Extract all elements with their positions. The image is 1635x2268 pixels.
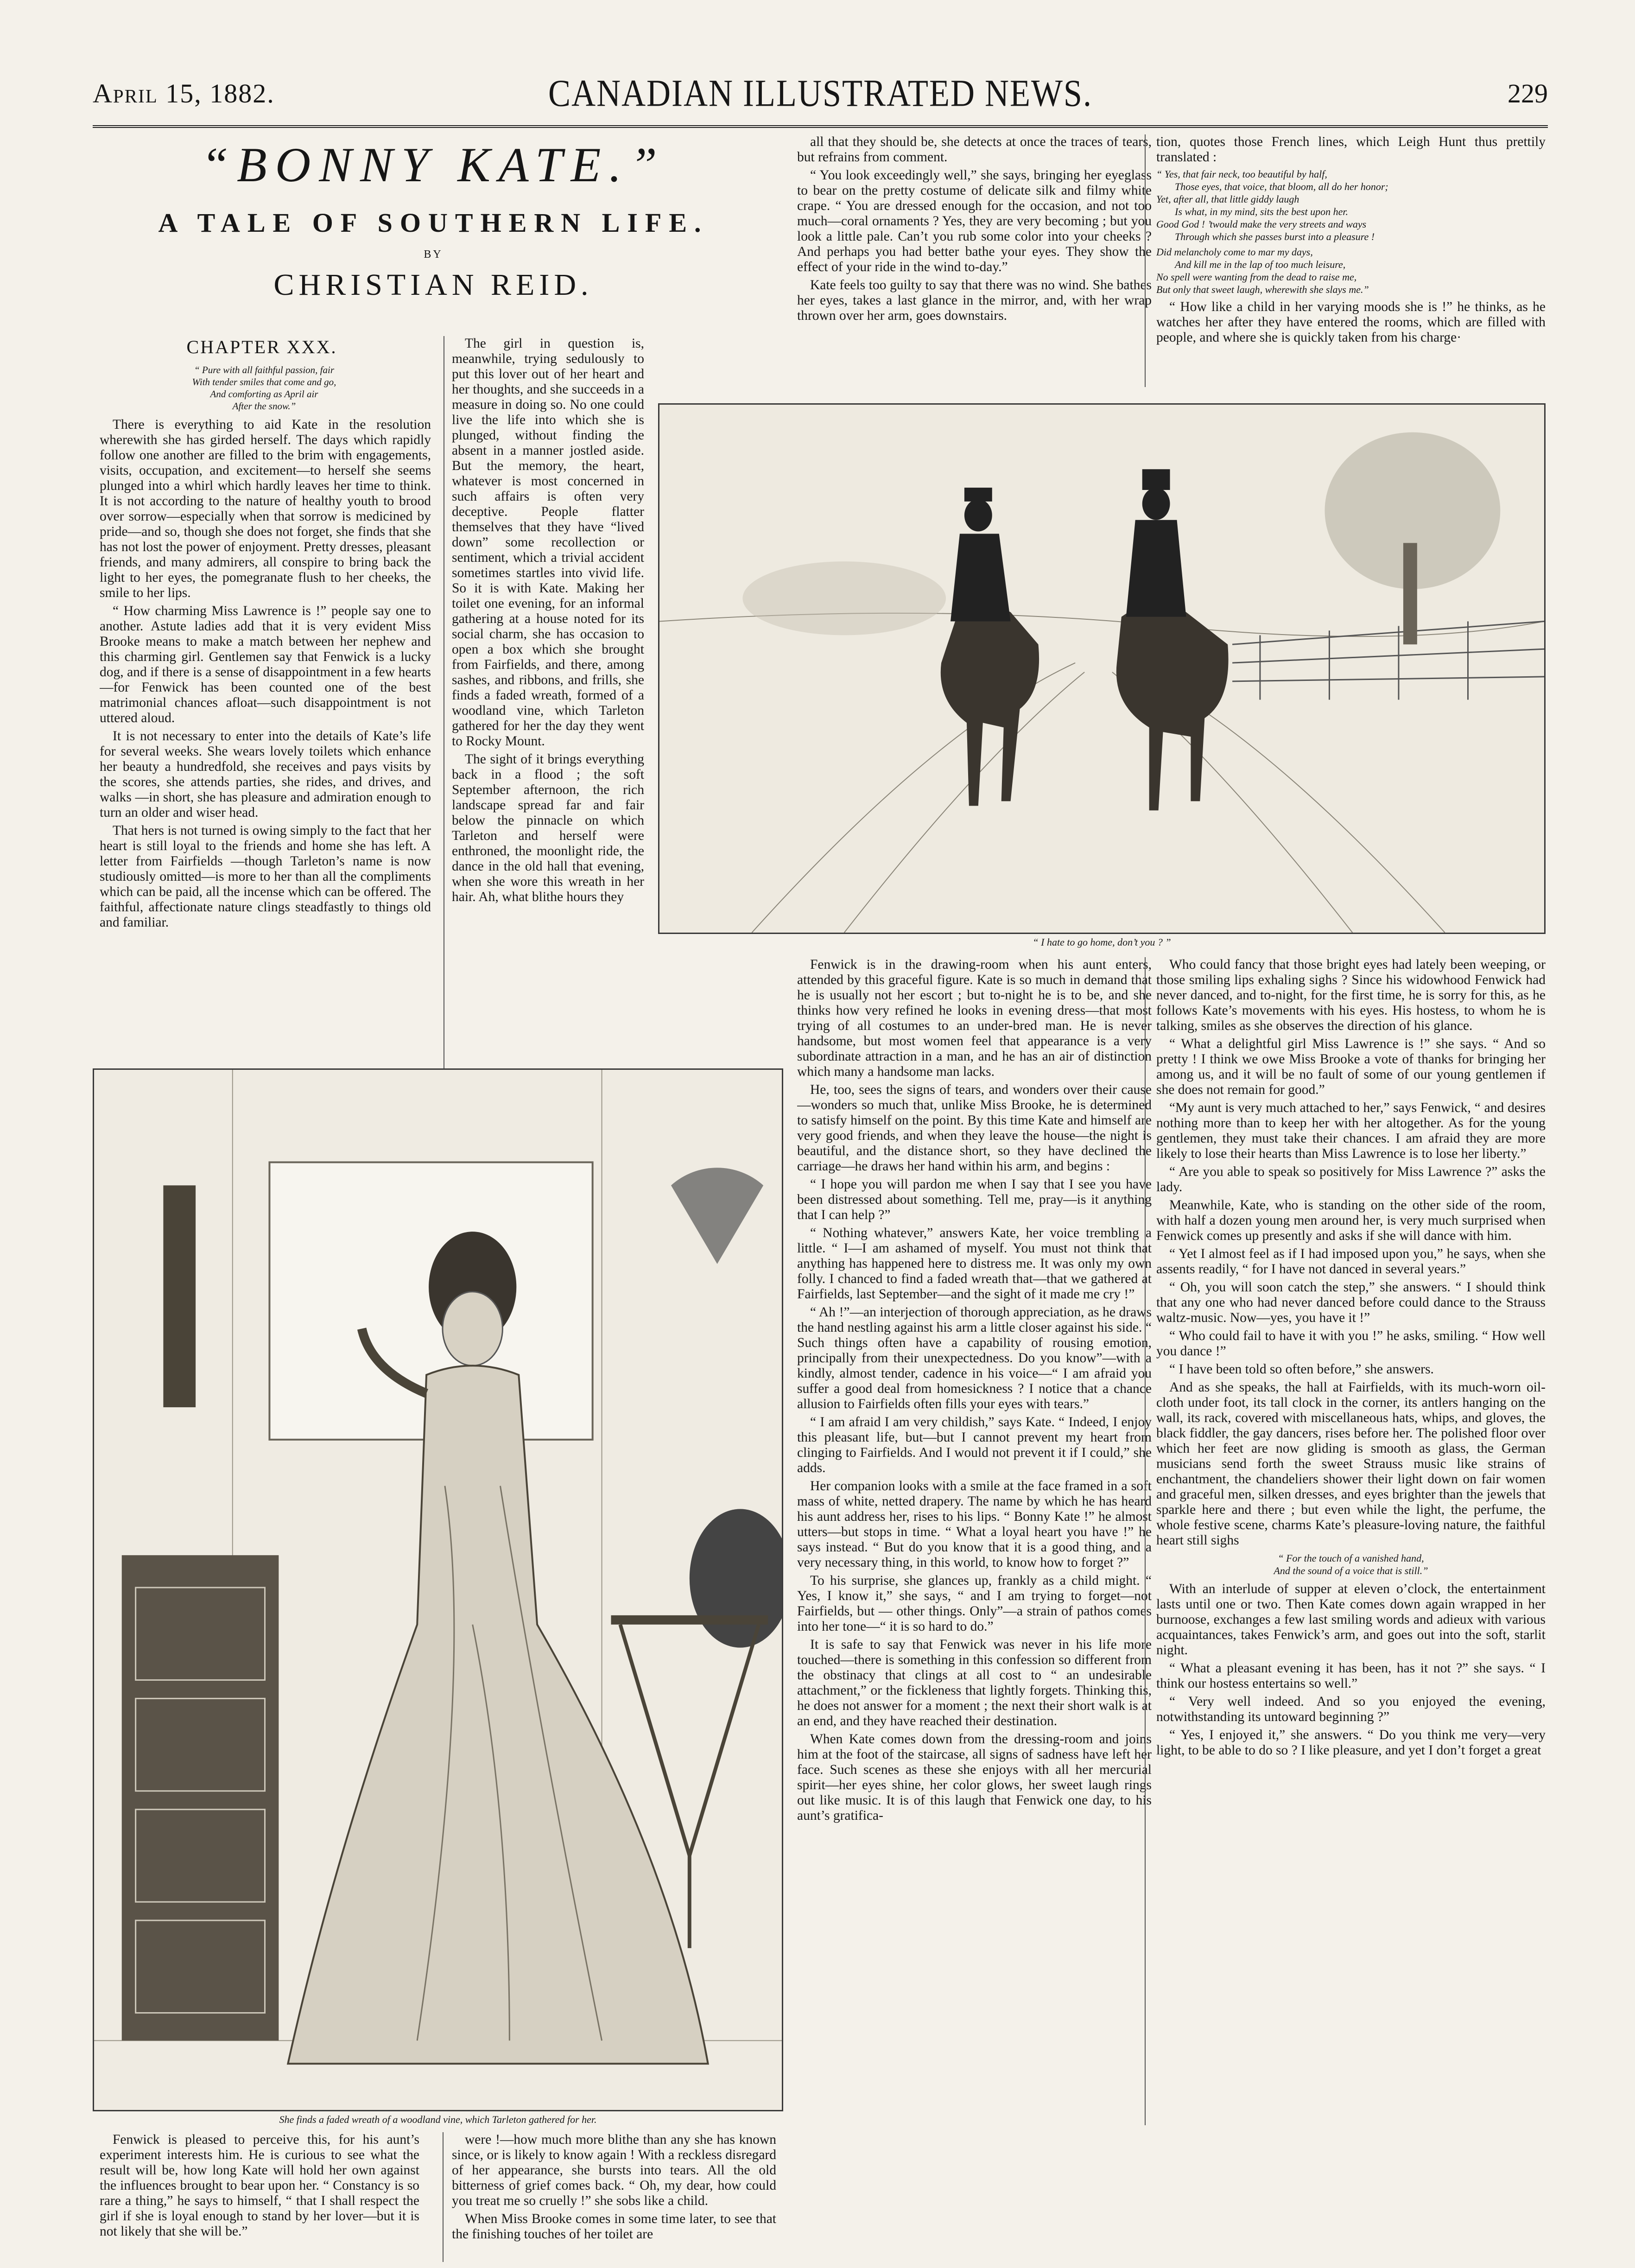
poem-line: Those eyes, that voice, that bloom, all do her honor; — [1175, 181, 1388, 192]
paragraph: It is safe to say that Fenwick was never in his life more touched—there is something in this confession so different from the obstinacy that clings at all cost to “ an undesirable attachment,” or the fickleness that lightly forgets. Thinking this, he does not answer for a moment ; the next their short walk is at an end, and they have reached their destination. — [797, 1637, 1152, 1728]
poem-line: Yet, after all, that little giddy laugh — [1156, 193, 1299, 205]
epigraph-line: With tender smiles that come and go, — [192, 376, 336, 388]
poem-line: But only that sweet laugh, wherewith she slays me.” — [1156, 284, 1369, 295]
story-subtitle: A TALE OF SOUTHERN LIFE. — [158, 208, 709, 238]
column-2 — [452, 336, 644, 1038]
paragraph: “My aunt is very much attached to her,” says Fenwick, “ and desires nothing more than to keep her with her altogether. As for the young gentlemen, they must take their chances. I am afraid they are more likely to lose their hearts than Miss Lawrence is to lose her liberty.” — [1156, 1100, 1546, 1161]
column-3-mid — [797, 957, 1152, 2125]
paragraph: all that they should be, she detects at once the traces of tears, but refrains from comment. — [797, 134, 1152, 165]
paragraph: Meanwhile, Kate, who is standing on the other side of the room, with half a dozen young men around her, is very much surprised when Fenwick comes up presently and asks if she will dance with him. — [1156, 1198, 1546, 1243]
poem-line: Is what, in my mind, sits the best upon her. — [1175, 206, 1348, 217]
paragraph: That hers is not turned is owing simply to the fact that her heart is still loyal to the friends and home she has left. A letter from Fairfields —though Tarleton’s name is now studiously omitted—is more to her than all the compliments which can be paid, all the incense which can be offered. The faithful, affectionate nature clings steadfastly to things old and familiar. — [100, 823, 431, 930]
poem-line: Good God ! ’twould make the very streets and ways — [1156, 218, 1367, 230]
poem-line: And kill me in the lap of too much leisure, — [1175, 259, 1346, 270]
paragraph: “ Nothing whatever,” answers Kate, her voice trembling a little. “ I—I am ashamed of myself. You must not think that anything has happened here to distress me. It was only my own folly. I chanced to find a faded wreath that—that we gathered at Fairfields, last September—and the sight of it made me cry !” — [797, 1226, 1152, 1302]
paragraph: “ How like a child in her varying moods she is !” he thinks, as he watches her after they have entered the rooms, which are filled with people, and where she is quickly taken from his charge· — [1156, 299, 1546, 345]
paragraph: “ What a pleasant evening it has been, has it not ?” she says. “ I think our hostess entertains so well.” — [1156, 1661, 1546, 1691]
chapter-heading: CHAPTER XXX. — [186, 337, 337, 357]
paragraph: Fenwick is in the drawing-room when his aunt enters, attended by this graceful figure. Kate is so much in demand that he is usually not her escort ; but to-night he is to be, and she thinks how very refined he looks in evening dress—that most trying of all costumes to an under-bred man. He is never handsome, but most women feel that appearance is a very subordinate attraction in a man, and he has an air of distinction which many a handsome man lacks. — [797, 957, 1152, 1079]
column-1 — [100, 417, 431, 1071]
paragraph: “ Ah !”—an interjection of thorough appreciation, as he draws the hand nestling against his arm a little closer against his side. “ Such things often have a capability of rousing emotion, principally from their unexpectedness. Do you know”—with a kindly, almost tender, cadence in his voice—“ I am afraid you suffer a good deal from homesickness ? I notice that a chance allusion to Fairfields often fills your eyes with tears.” — [797, 1305, 1152, 1411]
paragraph: And as she speaks, the hall at Fairfields, with its much-worn oil-cloth under foot, its tall clock in the corner, its antlers hanging on the wall, its rack, covered with miscellaneous hats, whips, and gloves, the black fiddler, the gay dancers, rises before her. The polished floor over which her feet are now gliding is smooth as glass, the German musicians send forth the sweet Strauss music like strains of enchantment, the chandeliers shower their light down on fair women and graceful men, silken dresses, and eyes brighter than the jewels that sparkle here and there ; but even while the light, the perfume, the whole festive scene, charms Kate’s pleasure-loving nature, the faithful heart still sighs — [1156, 1380, 1546, 1548]
paragraph: With an interlude of supper at eleven o’clock, the entertainment lasts until one or two. Then Kate comes down again wrapped in her burnoose, exchanges a few last smiling words and adieux with various acquaintances, takes Fenwick’s arm, and goes out into the soft, starlit night. — [1156, 1582, 1546, 1658]
paragraph: “ I hope you will pardon me when I say that I see you have been distressed about something. Tell me, pray—is it anything that I can help ?” — [797, 1177, 1152, 1222]
poem-line: And the sound of a voice that is still.” — [1274, 1565, 1428, 1576]
column-rule — [443, 2132, 444, 2262]
paragraph: He, too, sees the signs of tears, and wonders over their cause—wonders so much that, unlike Miss Brooke, he is determined to satisfy himself on the point. By this time Kate and himself are very good friends, and when they leave the house—the night is beautiful, and the distance short, so they have declined the carriage—he draws her hand within his arm, and begins : — [797, 1082, 1152, 1174]
paragraph: It is not necessary to enter into the details of Kate’s life for several weeks. She wears lovely toilets which enhance her beauty a hundredfold, she receives and pays visits by the scores, she attends parties, she rides, and drives, and walks —in short, she has pleasure and admiration enough to turn an older and wiser head. — [100, 729, 431, 820]
paragraph: “ I am afraid I am very childish,” says Kate. “ Indeed, I enjoy this pleasant life, but—but I cannot prevent my heart from clinging to Fairfields. And I would not prevent it if I could,” she adds. — [797, 1415, 1152, 1475]
column-3-top — [797, 134, 1152, 394]
issue-date: April 15, 1882. — [93, 78, 275, 108]
epigraph-line: “ Pure with all faithful passion, fair — [194, 364, 334, 375]
paragraph: When Kate comes down from the dressing-room and joins him at the foot of the staircase, all signs of sadness have left her face. Such scenes as these she enjoys with all her mercurial spirit—her eyes shine, her color glows, her sweet laugh rings out like music. It is of this laugh that Fenwick one day, to his aunt’s gratifica- — [797, 1732, 1152, 1823]
paragraph: When Miss Brooke comes in some time later, to see that the finishing touches of her toilet are — [452, 2211, 776, 2242]
poem-line: No spell were wanting from the dead to raise me, — [1156, 271, 1357, 283]
poem — [1156, 168, 1546, 296]
paragraph: There is everything to aid Kate in the resolution wherewith she has girded herself. The days which rapidly follow one another are filled to the brim with engagements, visits, occupation, and excitement—to herself she seems plunged into a whirl which hardly leaves her time to think. It is not according to the nature of healthy youth to brood over sorrow—especially when that sorrow is medicined by pride—and so, though she does not forget, she finds that she has not lost the power of enjoyment. Pretty dresses, pleasant friends, and many admirers, all conspire to bring back the light to her eyes, the pomegranate flush to her cheeks, the smile to her lips. — [100, 417, 431, 600]
paragraph: “ Are you able to speak so positively for Miss Lawrence ?” asks the lady. — [1156, 1164, 1546, 1194]
epigraph-line: After the snow.” — [232, 400, 296, 412]
paragraph: “ Yet I almost feel as if I had imposed upon you,” he says, when she assents readily, “ for I have not danced in several years.” — [1156, 1246, 1546, 1277]
paragraph: “ Who could fail to have it with you !” he asks, smiling. “ How well you dance !” — [1156, 1328, 1546, 1359]
newspaper-title: CANADIAN ILLUSTRATED NEWS. — [548, 71, 1092, 114]
story-title-block — [93, 132, 774, 303]
masthead — [93, 70, 1548, 121]
epigraph — [104, 364, 424, 412]
paragraph: To his surprise, she glances up, frankly as a child might. “ Yes, I know it,” she says, “ and I am trying to forget—not Fairfields, but — other things. Only”—a strain of pathos comes into her tone—“ it is so hard to do.” — [797, 1573, 1152, 1634]
byline-label: BY — [424, 248, 443, 260]
masthead-rule — [93, 125, 1548, 128]
riders-illustration — [658, 403, 1546, 934]
story-title: “BONNY KATE.” — [201, 138, 665, 192]
riders-caption: “ I hate to go home, don’t you ? ” — [1033, 936, 1171, 948]
poem-line: Did melancholy come to mar my days, — [1156, 246, 1313, 258]
paragraph: Fenwick is pleased to perceive this, for his aunt’s experiment interests him. He is curious to see what the result will be, how long Kate will hold her own against the influences brought to bear upon her. “ Constancy is so rare a thing,” he says to himself, “ that I shall respect the girl if she is loyal enough to stand by her lover—but it is not likely that she will be.” — [100, 2132, 419, 2239]
column-rule — [1145, 957, 1146, 2125]
epigraph-line: And comforting as April air — [210, 388, 318, 400]
paragraph: The girl in question is, meanwhile, trying sedulously to put this lover out of her heart and her thoughts, and she succeeds in a measure in doing so. No one could live the life into which she is plunged, without finding the absent in a manner jostled aside. But the memory, the heart, whatever is most concerned in such affairs is often very deceptive. People flatter themselves that they have “lived down” some recollection or sentiment, which a trivial accident sometimes startles into vivid life. So it is with Kate. Making her toilet one evening, for an informal gathering at a house noted for its social charm, she has occasion to open a box which she brought from Fairfields, and there, among sashes, and ribbons, and frills, she finds a faded wreath, formed of a woodland vine, which Tarleton gathered for her the day they went to Rocky Mount. — [452, 336, 644, 749]
paragraph: tion, quotes those French lines, which Leigh Hunt thus prettily translated : — [1156, 134, 1546, 165]
paragraph: “ You look exceedingly well,” she says, bringing her eyeglass to bear on the pretty costume of delicate silk and filmy white crape. “ You are dressed enough for the occasion, and not too much—coral ornaments ? Yes, they are very becoming ; but you look a little pale. Can’t you rub some color into your cheeks ? And perhaps you had better bathe your eyes. They show the effect of your ride in the wind to-day.” — [797, 168, 1152, 274]
lady-caption: She finds a faded wreath of a woodland vine, which Tarleton gathered for her. — [279, 2114, 597, 2125]
poem — [1156, 1552, 1546, 1577]
paragraph: “ Very well indeed. And so you enjoyed the evening, notwithstanding its untoward beginning ?” — [1156, 1694, 1546, 1724]
poem-line: “ Yes, that fair neck, too beautiful by half, — [1156, 168, 1327, 180]
page-number: 229 — [1508, 78, 1548, 108]
poem-line: Through which she passes burst into a pleasure ! — [1175, 231, 1375, 242]
column-4-top — [1156, 134, 1546, 394]
paragraph: Her companion looks with a smile at the face framed in a soft mass of white, netted drapery. The name by which he has heard his aunt address her, rises to his lips. “ Bonny Kate !” he almost utters—but stops in time. “ What a loyal heart you have !” he says instead. “ But do you know that it is a good thing, and a very necessary thing, in this world, to know how to forget ?” — [797, 1479, 1152, 1570]
paragraph: “ I have been told so often before,” she answers. — [1169, 1362, 1434, 1377]
paragraph: “ How charming Miss Lawrence is !” people say one to another. Astute ladies add that it is very evident Miss Brooke means to make a match between her nephew and this charming girl. Gentlemen say that Fenwick is a lucky dog, and if there is a sense of disappointment in a few hearts—for Fenwick has been counted one of the best matrimonial chances afloat—such disappointment is not uttered aloud. — [100, 604, 431, 725]
paragraph: “ What a delightful girl Miss Lawrence is !” she says. “ And so pretty ! I think we owe Miss Brooke a vote of thanks for bringing her among us, and it will be no fault of some of our young gentlemen if she does not remain for good.” — [1156, 1036, 1546, 1097]
paragraph: Kate feels too guilty to say that there was no wind. She bathes her eyes, takes a last glance in the mirror, and, with her wrap thrown over her arm, goes downstairs. — [797, 278, 1152, 323]
column-rule — [1145, 134, 1146, 387]
author-name: CHRISTIAN REID. — [273, 268, 593, 302]
column-1-bottom — [100, 2132, 419, 2267]
lady-engraving — [94, 1070, 782, 2110]
riders-engraving — [659, 405, 1544, 933]
paragraph: Who could fancy that those bright eyes had lately been weeping, or those smiling lips exhaling sighs ? Since his widowhood Fenwick had never danced, and to-night, for the first time, he is sorry for this, as he follows Kate’s movements with his eyes. His hostess, to whom he is talking, smiles as she observes the direction of his glance. — [1156, 957, 1546, 1033]
column-4-mid — [1156, 957, 1546, 2125]
paragraph: “ Yes, I enjoyed it,” she answers. “ Do you think me very—very light, to be able to do so ? I like pleasure, and yet I don’t forget a great — [1156, 1728, 1546, 1758]
poem-line: “ For the touch of a vanished hand, — [1278, 1552, 1424, 1564]
lady-illustration — [93, 1068, 783, 2111]
paragraph: were !—how much more blithe than any she has known since, or is likely to know again ! With a reckless disregard of her appearance, she bursts into tears. All the old bitterness of grief comes back. “ Oh, my dear, how could you treat me so cruelly !” she sobs like a child. — [452, 2132, 776, 2208]
paragraph: “ Oh, you will soon catch the step,” she answers. “ I should think that any one who had never danced before could dance to the Strauss waltz-music. Now—yes, you have it !” — [1156, 1280, 1546, 1325]
column-2-bottom — [452, 2132, 776, 2267]
paragraph: The sight of it brings everything back in a flood ; the soft September afternoon, the rich landscape spread far and fair below the pinnacle on which Tarleton and herself were enthroned, the moonlight ride, the dance in the old hall that evening, when she wore this wreath in her hair. Ah, what blithe hours they — [452, 752, 644, 904]
